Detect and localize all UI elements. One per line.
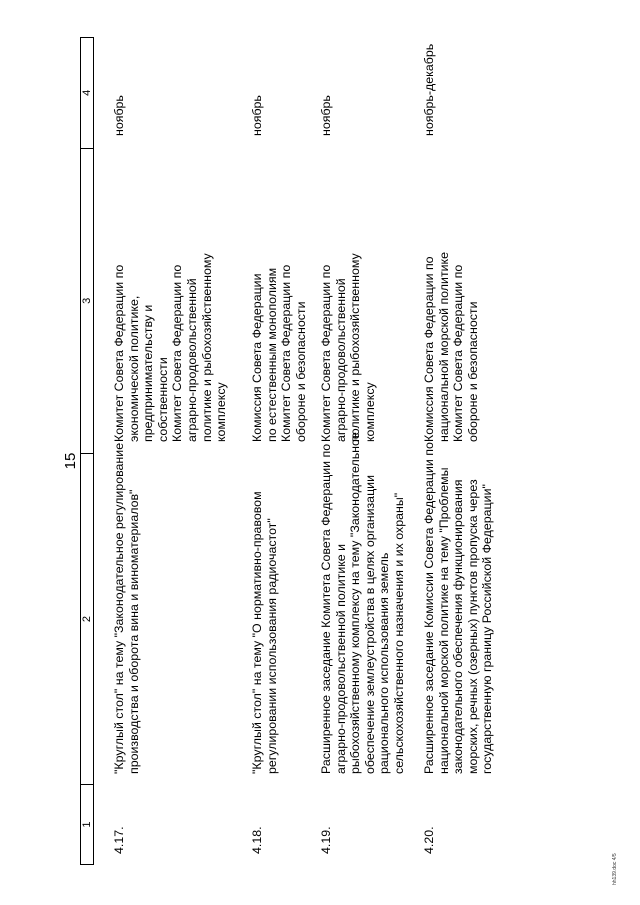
row-number: 4.19. <box>319 826 333 854</box>
responsible-bodies <box>250 147 308 453</box>
responsible-line: Комиссия Совета Федерации <box>250 273 264 442</box>
responsible-line: национальной морской политике <box>436 252 451 442</box>
event-description <box>250 453 279 785</box>
event-line: производства и оборота вина и виноматериалов" <box>126 489 141 774</box>
responsible-line: Комитет Совета Федерации по <box>170 264 185 442</box>
table-row <box>112 37 229 865</box>
column-header-1: 1 <box>81 784 93 864</box>
event-line: "Круглый стол" на тему "Законодательное регулирование <box>112 442 126 774</box>
document-code: hh139.doc 4/5 <box>612 853 618 885</box>
page-number: 15 <box>62 452 79 470</box>
responsible-line: Комиссия Совета Федерации по <box>422 256 436 442</box>
row-number: 4.17. <box>112 826 126 854</box>
row-number: 4.18. <box>250 826 264 854</box>
column-header-3: 3 <box>81 148 93 453</box>
responsible-line: собственности <box>155 357 170 442</box>
responsible-line: Комитет Совета Федерации по <box>279 264 294 442</box>
event-description <box>319 432 407 785</box>
table-row <box>319 37 407 865</box>
event-line: сельскохозяйственного назначения и их охраны" <box>391 492 406 774</box>
responsible-bodies <box>112 147 229 453</box>
event-line: морских, речных (озерных) пунктов пропуска через <box>465 479 480 774</box>
responsible-line: экономической политике, <box>126 295 141 442</box>
table-row <box>422 37 495 865</box>
table-row <box>250 37 308 865</box>
responsible-line: политике и рыбохозяйственному <box>199 253 214 442</box>
responsible-line: по естественным монополиям <box>264 267 279 442</box>
period: ноябрь <box>319 95 333 136</box>
column-header-2: 2 <box>81 453 93 784</box>
event-line: аграрно-продовольственной политике и <box>333 543 348 774</box>
row-number: 4.20. <box>422 826 436 854</box>
column-header-4: 4 <box>81 89 93 96</box>
event-line: рыбохозяйственному комплексу на тему "Законодательное <box>348 432 363 774</box>
event-line: национальной морской политике на тему "Проблемы <box>436 467 451 774</box>
event-line: государственную границу Российской Федерации" <box>480 484 495 774</box>
responsible-line: аграрно-продовольственной <box>184 278 199 442</box>
responsible-line: Комитет Совета Федерации по <box>319 264 333 442</box>
event-line: "Круглый стол" на тему "О нормативно-правовом <box>250 491 264 774</box>
responsible-line: комплексу <box>362 382 377 442</box>
responsible-line: аграрно-продовольственной <box>333 278 348 442</box>
event-line: Расширенное заседание Комиссии Совета Федерации по <box>422 442 436 774</box>
responsible-line: предпринимательству и <box>141 304 156 442</box>
event-line: законодательного обеспечения функционирования <box>451 479 466 774</box>
responsible-bodies <box>422 147 480 453</box>
event-line: Расширенное заседание Комитета Совета Федерации по <box>319 443 333 774</box>
event-line: регулировании использования радиочастот" <box>264 518 279 774</box>
responsible-line: Комитет Совета Федерации по <box>112 264 126 442</box>
event-line: рационального использования земель <box>377 552 392 774</box>
responsible-line: Комитет Совета Федерации по <box>451 264 466 442</box>
event-line: обеспечение землеустройства в целях организации <box>362 474 377 774</box>
responsible-bodies <box>319 147 377 453</box>
period: ноябрь <box>112 95 126 136</box>
table-header <box>80 37 94 865</box>
responsible-line: комплексу <box>214 382 229 442</box>
event-description <box>422 442 495 785</box>
responsible-line: обороне и безопасности <box>465 301 480 442</box>
responsible-line: обороне и безопасности <box>293 301 308 442</box>
period: ноябрь-декабрь <box>422 43 436 136</box>
event-description <box>112 442 141 785</box>
responsible-line: политике и рыбохозяйственному <box>348 253 363 442</box>
period: ноябрь <box>250 95 264 136</box>
